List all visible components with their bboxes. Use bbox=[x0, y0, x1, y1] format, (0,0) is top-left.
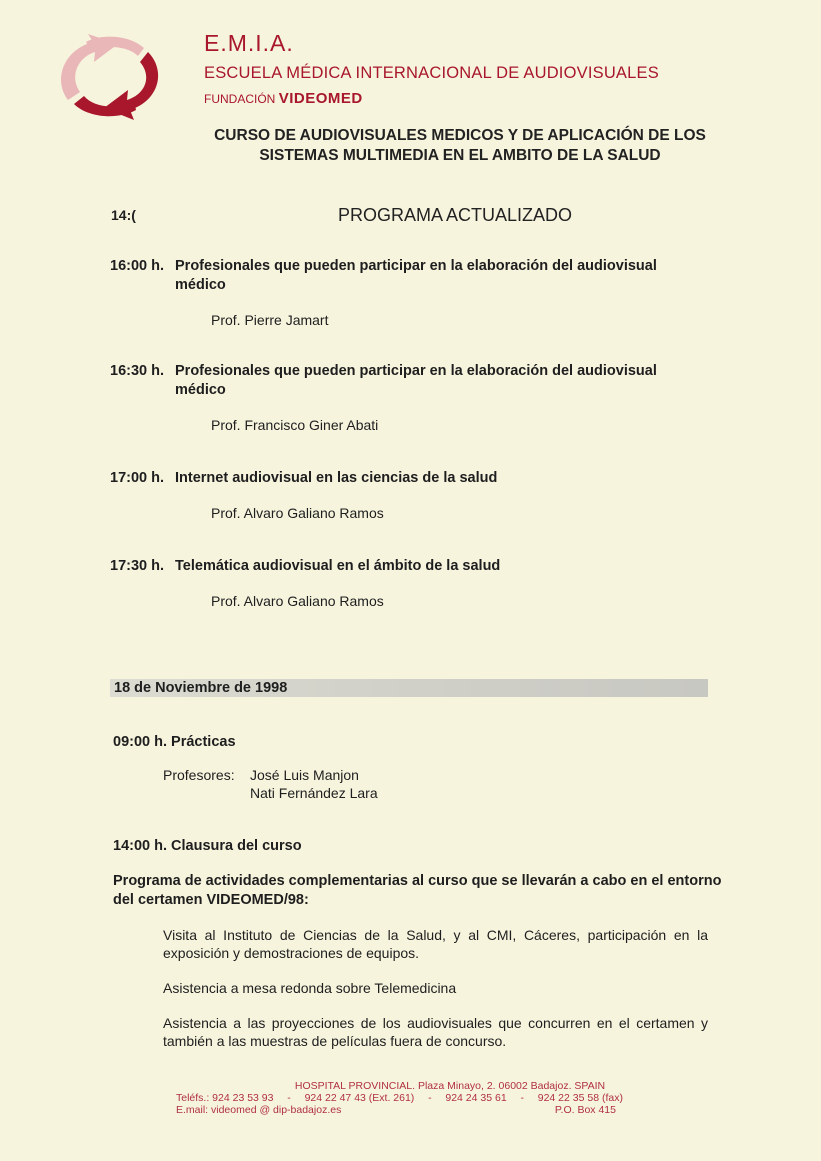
cut-off-time-fragment: 14:( bbox=[111, 207, 136, 223]
foundation-prefix: FUNDACIÓN bbox=[204, 92, 276, 106]
circular-arrows-logo-icon bbox=[48, 30, 173, 122]
session-title bbox=[110, 362, 710, 400]
fax: 924 22 35 58 (fax) bbox=[537, 1092, 623, 1104]
separator: - bbox=[520, 1092, 524, 1104]
program-title: PROGRAMA ACTUALIZADO bbox=[337, 205, 573, 225]
session-time: 17:30 h. bbox=[110, 558, 164, 574]
foundation-brand: VIDEOMED bbox=[278, 90, 363, 107]
activity-item: Asistencia a las proyecciones de los audiovisuales que concurren en el certamen y también a las muestras de películas fuera de concurso. bbox=[163, 1015, 708, 1049]
practice-title: 09:00 h. Prácticas bbox=[113, 734, 236, 750]
session-title bbox=[110, 557, 710, 576]
footer-email: E.mail: videomed @ dip-badajoz.es bbox=[176, 1104, 342, 1116]
session-topic: Telemática audiovisual en el ámbito de la salud bbox=[175, 558, 501, 574]
footer bbox=[170, 1080, 710, 1116]
session-time: 16:30 h. bbox=[110, 363, 164, 379]
separator: - bbox=[428, 1092, 432, 1104]
footer-contact bbox=[170, 1104, 616, 1116]
school-abbreviation: E.M.I.A. bbox=[204, 30, 294, 56]
session-speaker: Prof. Alvaro Galiano Ramos bbox=[211, 505, 384, 521]
session-topic: Internet audiovisual en las ciencias de la salud bbox=[175, 470, 498, 486]
foundation-name bbox=[204, 90, 363, 107]
date-heading-bar bbox=[110, 679, 708, 697]
professor-name: José Luis Manjon bbox=[250, 767, 359, 783]
activity-item: Asistencia a mesa redonda sobre Telemedicina bbox=[163, 980, 457, 996]
professors-label: Profesores: bbox=[163, 767, 235, 783]
session-title bbox=[110, 469, 710, 488]
session-time: 17:00 h. bbox=[110, 470, 164, 486]
session-speaker: Prof. Francisco Giner Abati bbox=[211, 417, 379, 433]
course-title-line-1: CURSO DE AUDIOVISUALES MEDICOS Y DE APLICACIÓN DE LOS bbox=[214, 127, 706, 144]
separator: - bbox=[287, 1092, 291, 1104]
session-speaker: Prof. Pierre Jamart bbox=[211, 312, 329, 328]
complementary-activities-title: Programa de actividades complementarias al curso que se llevarán a cabo en el entorno del certamen VIDEOMED/98: bbox=[113, 873, 722, 908]
session-topic: Profesionales que pueden participar en la elaboración del audiovisual médico bbox=[175, 258, 657, 293]
footer-phones bbox=[170, 1092, 623, 1104]
session-time: 16:00 h. bbox=[110, 258, 164, 274]
session-title bbox=[110, 257, 710, 295]
session-topic: Profesionales que pueden participar en la elaboración del audiovisual médico bbox=[175, 363, 657, 398]
course-title-line-2: SISTEMAS MULTIMEDIA EN EL AMBITO DE LA SALUD bbox=[259, 147, 661, 164]
footer-address: HOSPITAL PROVINCIAL. Plaza Minayo, 2. 06002 Badajoz. SPAIN bbox=[294, 1080, 606, 1092]
school-name: ESCUELA MÉDICA INTERNACIONAL DE AUDIOVISUALES bbox=[204, 64, 659, 82]
date-heading: 18 de Noviembre de 1998 bbox=[114, 680, 288, 696]
phone: Teléfs.: 924 23 53 93 bbox=[176, 1092, 274, 1104]
phone: 924 22 47 43 (Ext. 261) bbox=[304, 1092, 415, 1104]
footer-pobox: P.O. Box 415 bbox=[554, 1104, 616, 1116]
professor-name: Nati Fernández Lara bbox=[250, 785, 378, 801]
activity-item: Visita al Instituto de Ciencias de la Salud, y al CMI, Cáceres, participación en la exposición y demostraciones de equipos. bbox=[163, 927, 708, 961]
phone: 924 24 35 61 bbox=[445, 1092, 507, 1104]
closing-title: 14:00 h. Clausura del curso bbox=[113, 838, 302, 854]
course-title bbox=[140, 126, 780, 166]
session-speaker: Prof. Alvaro Galiano Ramos bbox=[211, 593, 384, 609]
